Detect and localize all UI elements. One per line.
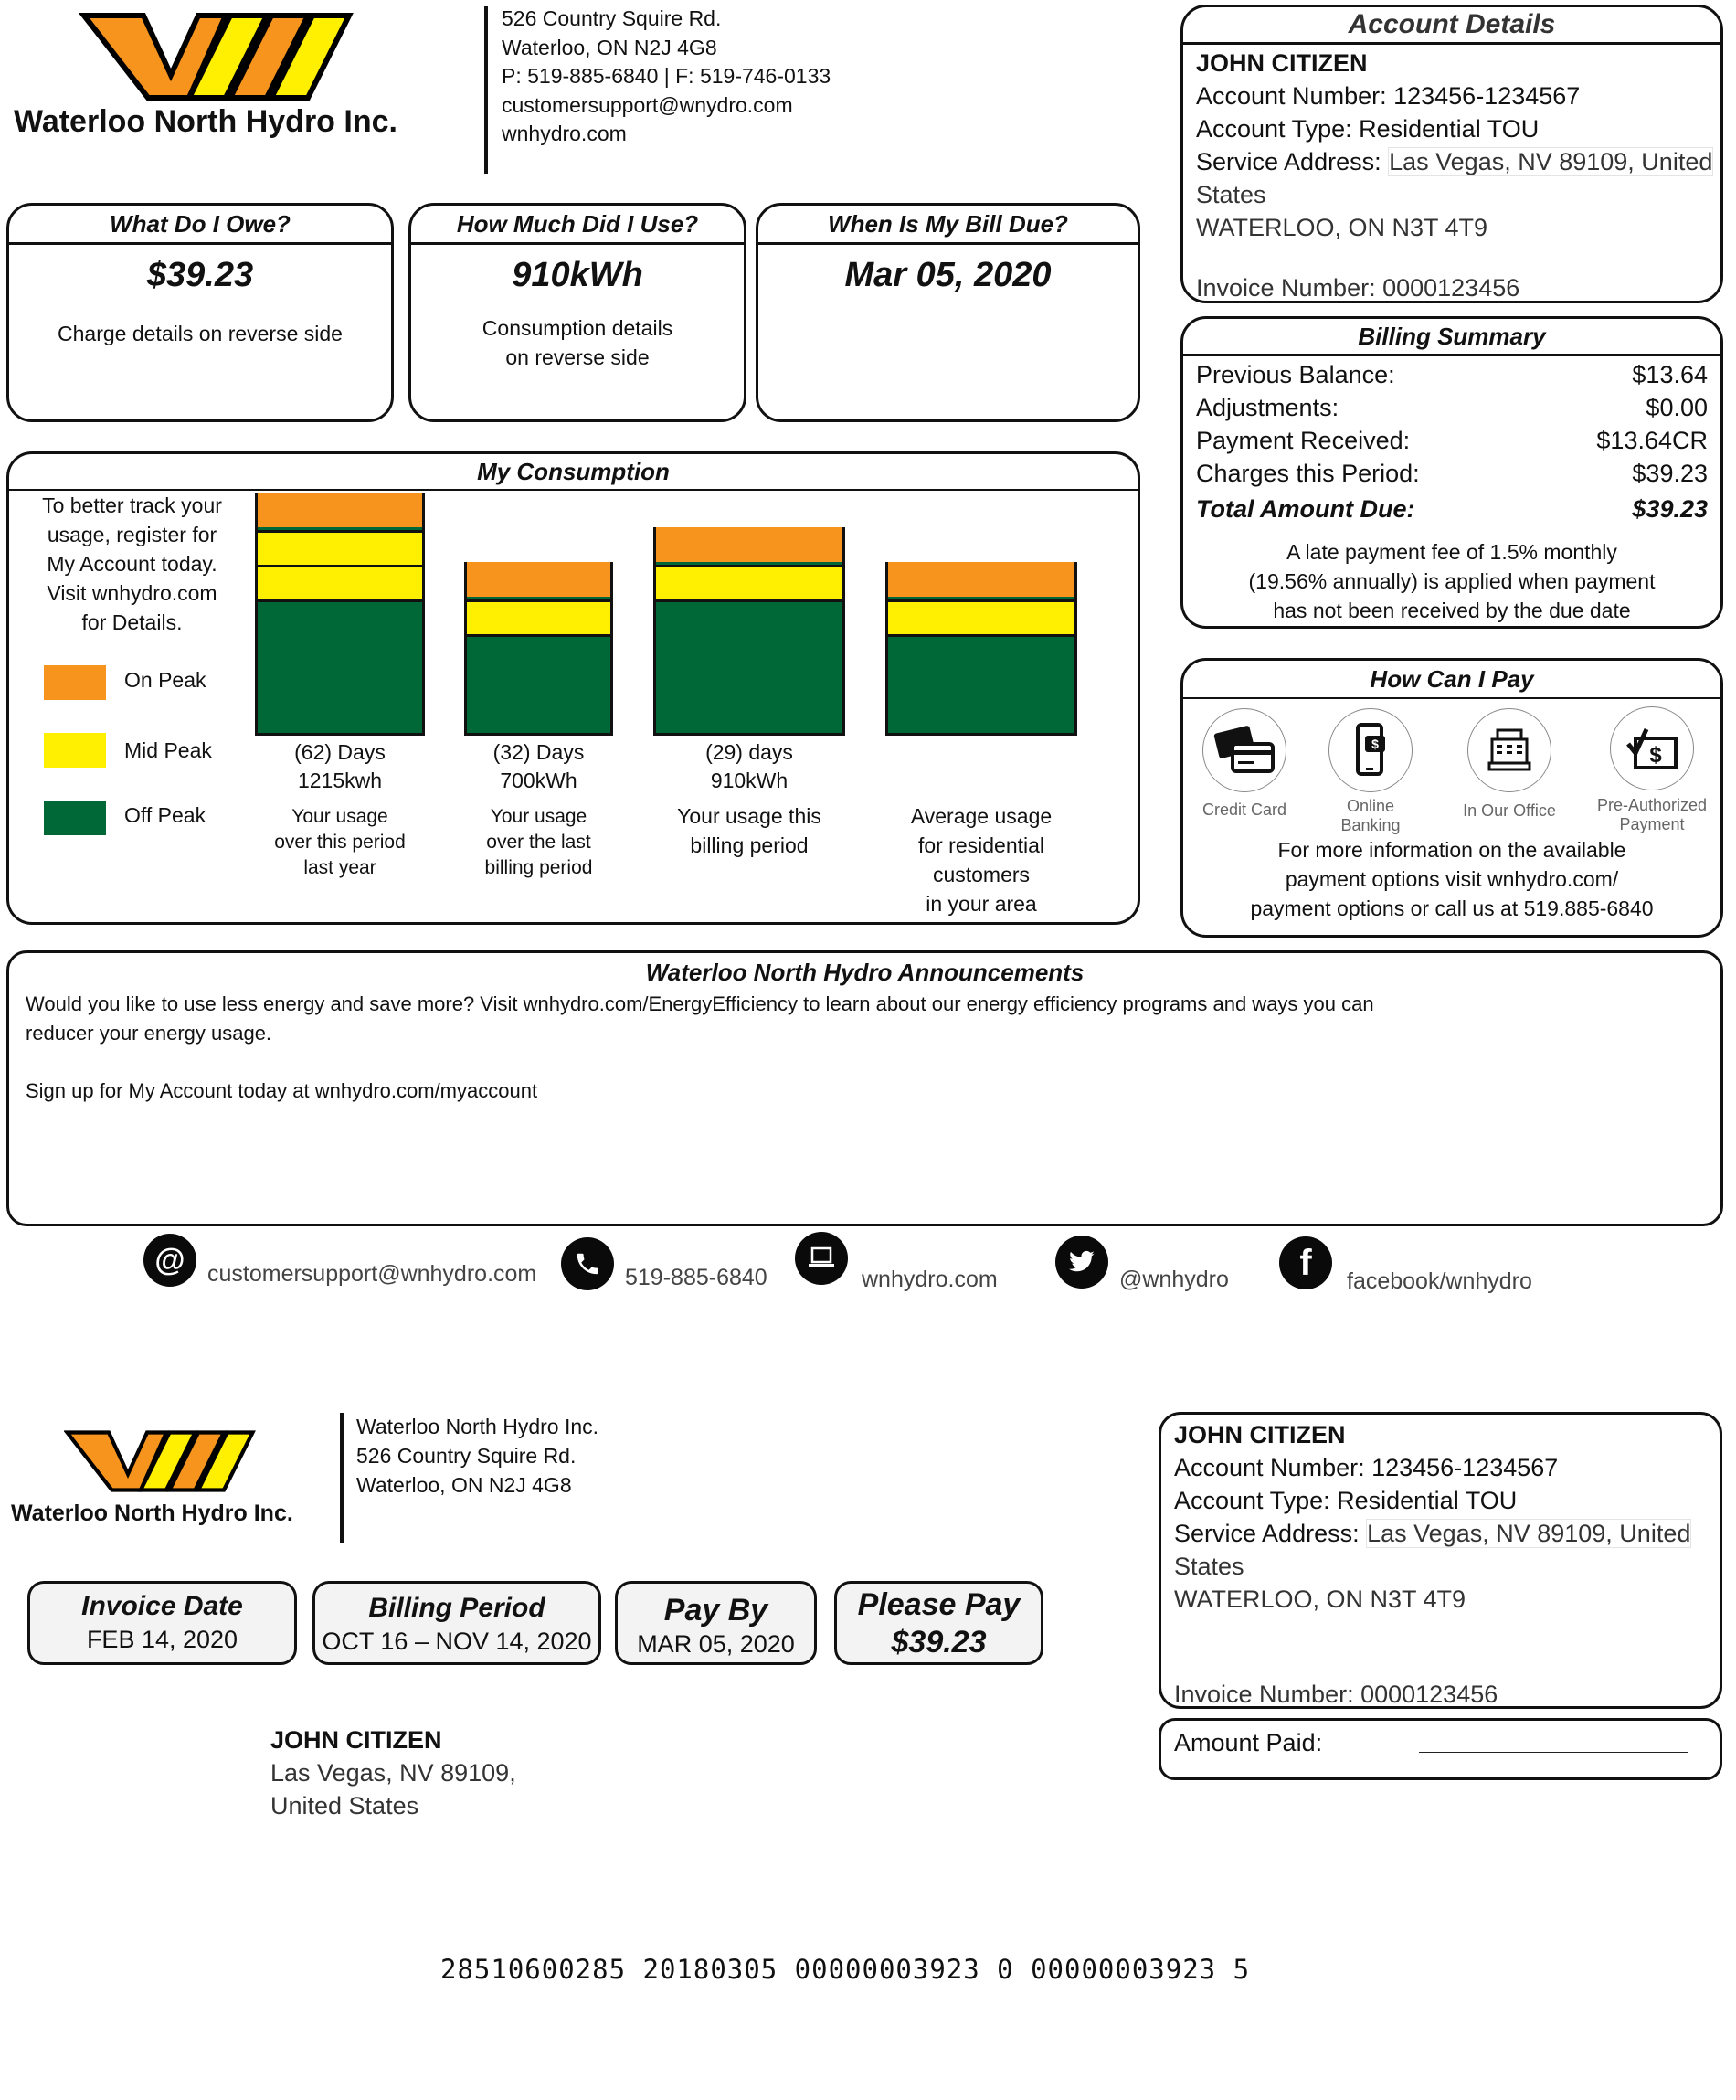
label-line: Banking bbox=[1340, 816, 1401, 834]
amount-paid-box bbox=[1159, 1718, 1722, 1780]
promo-line: To better track your bbox=[42, 493, 222, 517]
mailing-name: JOHN CITIZEN bbox=[270, 1726, 442, 1754]
bar-caption: over the last bbox=[486, 832, 591, 853]
row-value: $13.64CR bbox=[1596, 427, 1708, 454]
bar-segment-mid-peak bbox=[258, 530, 422, 565]
account-details-box bbox=[1180, 5, 1723, 303]
total-label: Total Amount Due: bbox=[1196, 495, 1415, 523]
stub-divider bbox=[340, 1413, 344, 1543]
company-logo bbox=[14, 11, 416, 143]
announcement-line: reducer your energy usage. bbox=[26, 1022, 272, 1045]
announcements-box bbox=[6, 950, 1723, 1226]
pay-option-label: Credit Card bbox=[1201, 801, 1287, 819]
laptop-icon bbox=[795, 1232, 848, 1285]
card-how-much-did-i-use bbox=[408, 203, 746, 422]
bar-caption: Your usage this bbox=[677, 804, 821, 828]
check-dollar-icon bbox=[1625, 726, 1679, 771]
consumption-bar bbox=[464, 562, 613, 736]
pay-info-line: payment options or call us at 519.885-6840 bbox=[1250, 896, 1654, 920]
bar-segment-mid-peak bbox=[467, 599, 610, 634]
svg-text:$: $ bbox=[1649, 743, 1662, 768]
stub-box-value: FEB 14, 2020 bbox=[86, 1626, 238, 1653]
announcement-line: Would you like to use less energy and save more? Visit wnhydro.com/EnergyEfficiency to learn about our energy efficiency programs and ways you can bbox=[26, 992, 1374, 1015]
amount-paid-field[interactable] bbox=[1419, 1752, 1688, 1753]
stub-pay-by bbox=[615, 1581, 817, 1665]
card-when-is-bill-due bbox=[756, 203, 1140, 422]
announcement-myaccount: Sign up for My Account today at wnhydro.com/myaccount bbox=[26, 1079, 538, 1102]
stub-box-title: Pay By bbox=[663, 1593, 768, 1628]
service-address bbox=[1196, 145, 1713, 178]
stub-account-number: Account Number: 123456-1234567 bbox=[1174, 1454, 1559, 1481]
row-value: $39.23 bbox=[1632, 460, 1708, 487]
stub-box-value: MAR 05, 2020 bbox=[637, 1630, 795, 1658]
label-line: Online bbox=[1346, 797, 1395, 815]
stub-invoice-date bbox=[27, 1581, 297, 1665]
stub-logo bbox=[11, 1426, 322, 1535]
bar-kwh-label: 700kWh bbox=[500, 769, 577, 792]
at-glyph: @ bbox=[154, 1242, 185, 1278]
service-address-label: Service Address: bbox=[1196, 148, 1381, 175]
pay-option-label bbox=[1297, 797, 1444, 835]
row-label: Adjustments: bbox=[1196, 394, 1339, 421]
address-email[interactable]: customersupport@wnydro.com bbox=[502, 92, 793, 117]
stub-billing-period bbox=[312, 1581, 601, 1665]
bar-caption: for residential bbox=[917, 833, 1045, 857]
late-fee-line: has not been received by the due date bbox=[1273, 599, 1631, 622]
company-logo-text: Waterloo North Hydro Inc. bbox=[14, 104, 397, 139]
service-address-label: Service Address: bbox=[1174, 1520, 1360, 1547]
stub-service-address bbox=[1174, 1517, 1707, 1550]
wnh-logo-mark bbox=[64, 1428, 256, 1494]
account-number: Account Number: 123456-1234567 bbox=[1196, 82, 1581, 110]
promo-line: for Details. bbox=[81, 610, 183, 634]
legend-label-mid-peak: Mid Peak bbox=[124, 738, 212, 762]
late-fee-line: A late payment fee of 1.5% monthly bbox=[1286, 540, 1617, 564]
row-value: $13.64 bbox=[1632, 361, 1708, 388]
consumption-title: My Consumption bbox=[9, 454, 1138, 491]
label-line: Pre-Authorized bbox=[1596, 796, 1708, 814]
consumption-bar bbox=[653, 527, 845, 736]
pay-info-line[interactable]: payment options visit wnhydro.com/ bbox=[1285, 867, 1619, 891]
consumption-bar bbox=[885, 562, 1077, 736]
mobile-payment-icon bbox=[1352, 723, 1389, 778]
bar-segment-off-peak bbox=[258, 599, 422, 733]
bar-days-label: (32) Days bbox=[492, 740, 585, 764]
late-fee-line: (19.56% annually) is applied when payment bbox=[1248, 569, 1656, 593]
billing-row-charges bbox=[1183, 457, 1720, 490]
twitter-icon bbox=[1055, 1236, 1108, 1289]
label-line: Payment bbox=[1619, 815, 1685, 833]
bar-caption: last year bbox=[303, 857, 376, 878]
stub-address-line: Waterloo North Hydro Inc. bbox=[356, 1415, 599, 1438]
pay-option-label: In Our Office bbox=[1463, 801, 1556, 820]
contact-website[interactable]: wnhydro.com bbox=[862, 1267, 998, 1292]
bar-caption: Your usage bbox=[490, 806, 587, 827]
how-can-i-pay-title: How Can I Pay bbox=[1183, 661, 1720, 699]
bar-segment-off-peak bbox=[656, 599, 842, 733]
bar-caption: Your usage bbox=[291, 806, 388, 827]
stub-service-city: WATERLOO, ON N3T 4T9 bbox=[1174, 1586, 1466, 1613]
bar-segment-on-peak bbox=[467, 562, 610, 597]
pay-option-in-office[interactable] bbox=[1467, 708, 1551, 792]
stub-account-type: Account Type: Residential TOU bbox=[1174, 1487, 1518, 1514]
mailing-line1: Las Vegas, NV 89109, bbox=[270, 1759, 516, 1787]
card-note-line2: on reverse side bbox=[505, 345, 650, 369]
bar-segment-on-peak bbox=[258, 493, 422, 527]
wnh-logo-mark bbox=[79, 11, 354, 102]
usage-value: 910kWh bbox=[512, 256, 643, 294]
pay-option-pre-authorized[interactable] bbox=[1610, 706, 1694, 790]
pay-option-credit-card[interactable] bbox=[1202, 708, 1286, 792]
row-label: Payment Received: bbox=[1196, 427, 1411, 454]
stub-box-title: Billing Period bbox=[368, 1593, 545, 1623]
stub-customer-name: JOHN CITIZEN bbox=[1174, 1421, 1346, 1448]
svg-text:$: $ bbox=[1371, 737, 1379, 751]
bar-segment-off-peak bbox=[888, 634, 1074, 733]
cash-register-icon bbox=[1487, 728, 1532, 772]
stub-company-address bbox=[356, 1412, 598, 1500]
card-title: How Much Did I Use? bbox=[411, 206, 744, 245]
bar-caption: customers bbox=[932, 863, 1031, 886]
stub-address-line: 526 Country Squire Rd. bbox=[356, 1444, 577, 1468]
legend-swatch-on-peak bbox=[44, 665, 106, 700]
facebook-icon bbox=[1279, 1236, 1332, 1289]
stub-service-address-line2: States bbox=[1174, 1553, 1244, 1580]
facebook-glyph: f bbox=[1299, 1242, 1312, 1283]
invoice-number: Invoice Number: 0000123456 bbox=[1196, 274, 1520, 302]
row-value: $0.00 bbox=[1646, 394, 1708, 421]
stub-box-title: Invoice Date bbox=[81, 1591, 243, 1621]
card-note: Charge details on reverse side bbox=[58, 322, 343, 345]
due-date: Mar 05, 2020 bbox=[844, 256, 1052, 294]
address-street: 526 Country Squire Rd. bbox=[502, 6, 722, 30]
announcements-title: Waterloo North Hydro Announcements bbox=[645, 959, 1085, 986]
pay-info bbox=[1180, 835, 1723, 923]
bar-segment-on-peak bbox=[888, 562, 1074, 597]
customer-name: JOHN CITIZEN bbox=[1196, 49, 1368, 77]
billing-row-adjustments bbox=[1183, 391, 1720, 424]
promo-line: My Account today. bbox=[47, 552, 217, 576]
pay-option-online-banking[interactable] bbox=[1328, 708, 1413, 792]
credit-card-icon bbox=[1212, 726, 1276, 776]
bar-caption: in your area bbox=[926, 892, 1037, 916]
bar-segment-on-peak bbox=[656, 527, 842, 562]
mailing-address bbox=[270, 1723, 516, 1822]
bar-segment-mid-peak bbox=[656, 565, 842, 599]
card-note-line1: Consumption details bbox=[482, 316, 673, 340]
billing-row-previous-balance bbox=[1183, 358, 1720, 391]
header-divider bbox=[484, 6, 488, 174]
amount-owed: $39.23 bbox=[146, 256, 254, 294]
billing-row-payment-received bbox=[1183, 424, 1720, 457]
stub-box-title: Please Pay bbox=[857, 1587, 1021, 1622]
legend-label-on-peak: On Peak bbox=[124, 668, 206, 692]
mailing-line2: United States bbox=[270, 1792, 419, 1819]
company-address bbox=[502, 5, 831, 149]
at-sign-icon bbox=[143, 1234, 196, 1287]
card-title: What Do I Owe? bbox=[9, 206, 391, 245]
address-website[interactable]: wnhydro.com bbox=[502, 122, 627, 145]
stub-box-value: OCT 16 – NOV 14, 2020 bbox=[322, 1628, 592, 1655]
pay-info-line: For more information on the available bbox=[1277, 838, 1626, 862]
consumption-promo bbox=[11, 491, 253, 637]
address-city: Waterloo, ON N2J 4G8 bbox=[502, 35, 717, 59]
account-type: Account Type: Residential TOU bbox=[1196, 115, 1540, 143]
consumption-bar bbox=[255, 493, 425, 736]
contact-twitter[interactable]: @wnhydro bbox=[1119, 1267, 1229, 1292]
service-city: WATERLOO, ON N3T 4T9 bbox=[1196, 214, 1488, 241]
bar-caption: billing period bbox=[690, 833, 809, 857]
legend-label-off-peak: Off Peak bbox=[124, 803, 206, 827]
card-title: When Is My Bill Due? bbox=[758, 206, 1138, 245]
service-address-value: Las Vegas, NV 89109, United bbox=[1389, 148, 1713, 175]
promo-line[interactable]: Visit wnhydro.com bbox=[47, 581, 217, 605]
row-label: Charges this Period: bbox=[1196, 460, 1420, 487]
bar-caption: billing period bbox=[484, 857, 593, 878]
stub-please-pay bbox=[834, 1581, 1043, 1665]
bar-kwh-label: 910kWh bbox=[710, 769, 789, 792]
stub-address-line: Waterloo, ON N2J 4G8 bbox=[356, 1473, 572, 1497]
stub-box-value: $39.23 bbox=[891, 1625, 987, 1660]
stub-account-box bbox=[1159, 1412, 1722, 1709]
amount-paid-label: Amount Paid: bbox=[1174, 1729, 1323, 1756]
stub-invoice-number: Invoice Number: 0000123456 bbox=[1174, 1681, 1498, 1708]
contact-phone[interactable]: 519-885-6840 bbox=[625, 1265, 767, 1290]
account-details-title: Account Details bbox=[1183, 7, 1720, 45]
billing-summary-title: Billing Summary bbox=[1183, 319, 1720, 356]
address-phone-fax: P: 519-885-6840 | F: 519-746-0133 bbox=[502, 64, 831, 88]
ocr-scanline: 28510600285 20180305 00000003923 0 00000003923 5 bbox=[440, 1954, 1251, 1985]
bar-days-label: (62) Days bbox=[294, 740, 386, 764]
phone-icon bbox=[561, 1237, 614, 1290]
billing-row-total bbox=[1183, 490, 1720, 528]
pay-option-label bbox=[1579, 796, 1725, 834]
bar-caption: over this period bbox=[274, 832, 406, 853]
bar-segment-mid-peak bbox=[258, 565, 422, 599]
stub-logo-text: Waterloo North Hydro Inc. bbox=[11, 1501, 293, 1526]
contact-email[interactable]: customersupport@wnhydro.com bbox=[207, 1261, 537, 1287]
legend-swatch-off-peak bbox=[44, 801, 106, 835]
legend-swatch-mid-peak bbox=[44, 733, 106, 768]
bar-segment-mid-peak bbox=[888, 599, 1074, 634]
bar-days-label: (29) days bbox=[705, 740, 793, 764]
promo-line: usage, register for bbox=[47, 523, 217, 546]
contact-facebook[interactable]: facebook/wnhydro bbox=[1347, 1268, 1532, 1294]
total-value: $39.23 bbox=[1632, 495, 1708, 523]
service-address-line2: States bbox=[1196, 181, 1266, 208]
service-address-value: Las Vegas, NV 89109, United bbox=[1367, 1520, 1691, 1547]
billing-summary-box bbox=[1180, 316, 1723, 629]
bar-kwh-label: 1215kwh bbox=[297, 769, 383, 792]
bar-caption: Average usage bbox=[910, 804, 1053, 828]
card-what-do-i-owe bbox=[6, 203, 394, 422]
row-label: Previous Balance: bbox=[1196, 361, 1395, 388]
bar-segment-off-peak bbox=[467, 634, 610, 733]
